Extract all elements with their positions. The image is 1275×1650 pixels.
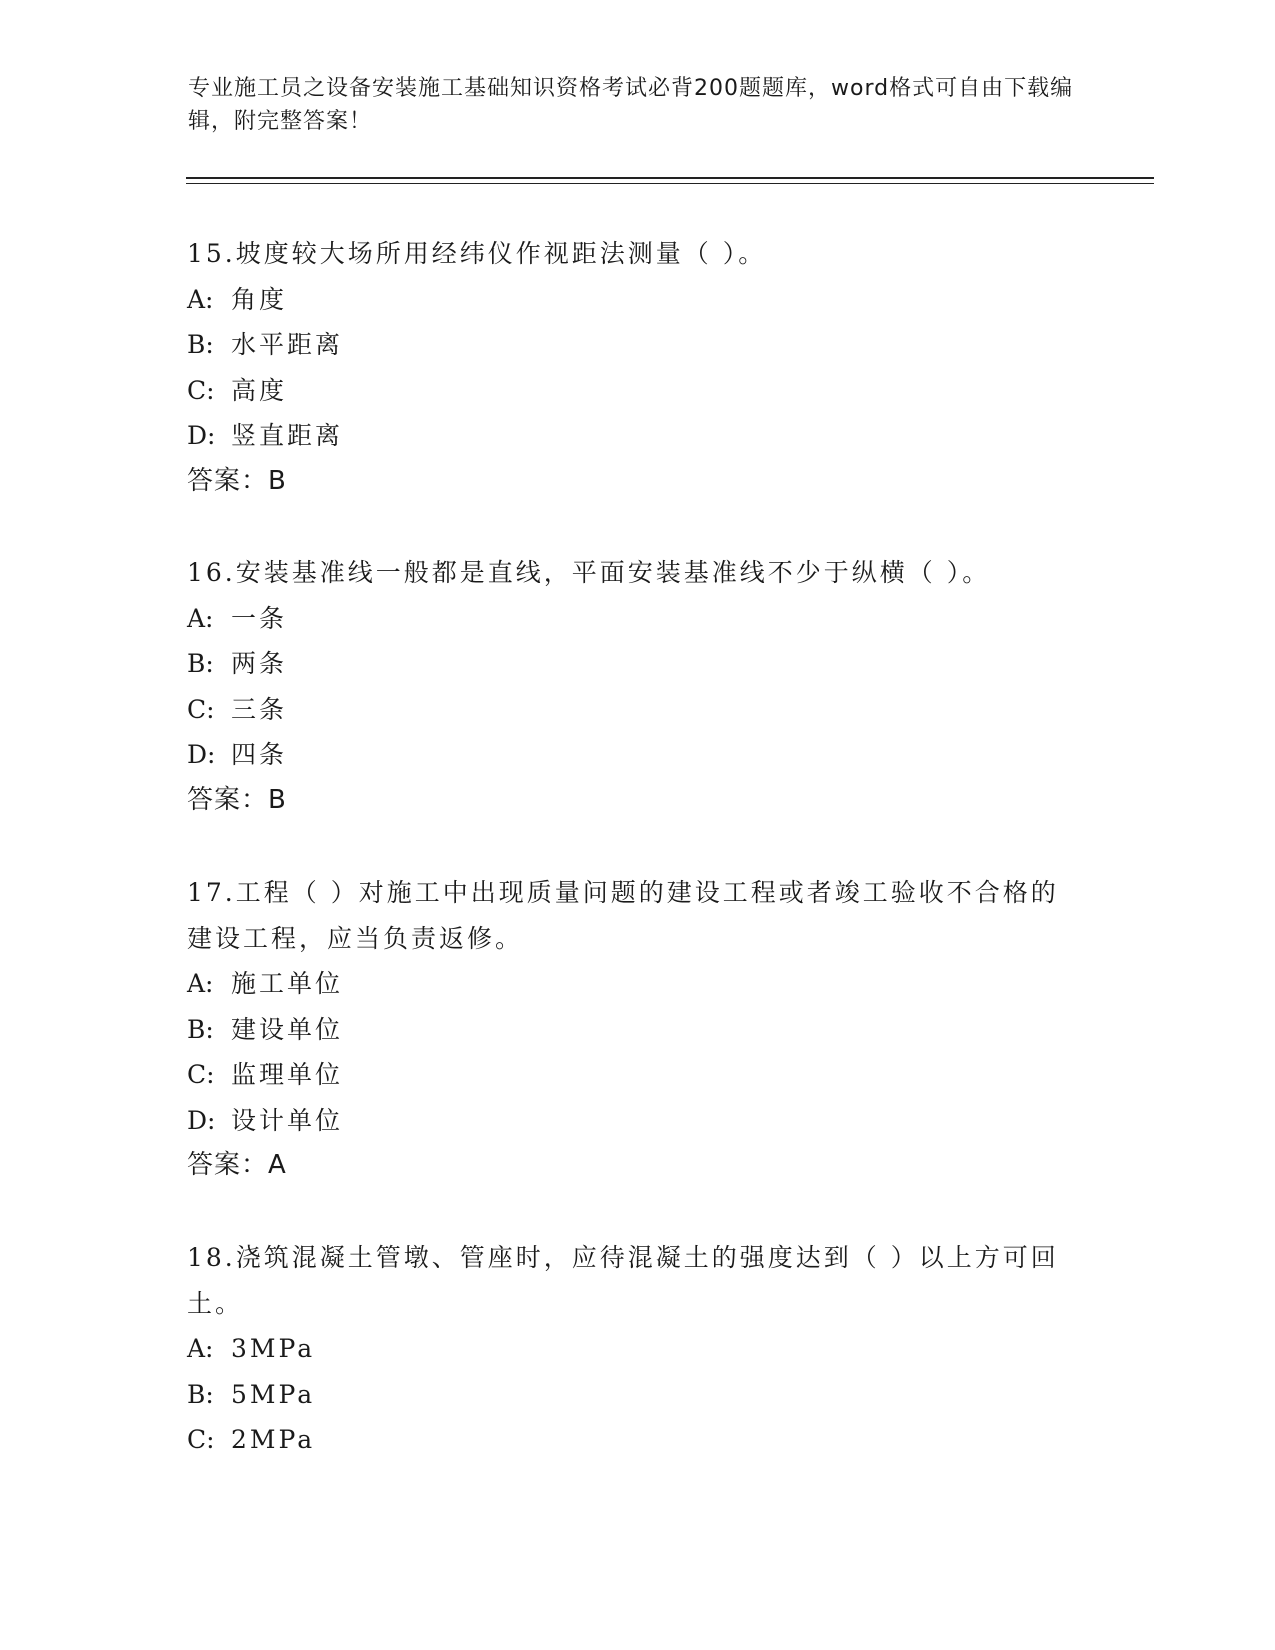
- question-18: [187, 1235, 1067, 1463]
- option-text: 高度: [231, 375, 288, 405]
- option-label: A:: [187, 284, 214, 314]
- option-b: [187, 641, 1067, 687]
- option-text: 3MPa: [231, 1334, 316, 1363]
- question-15: [187, 231, 1067, 504]
- option-a: [187, 1326, 1067, 1372]
- option-b: [187, 1372, 1067, 1418]
- option-a: [187, 961, 1067, 1007]
- option-label: A:: [187, 1334, 214, 1363]
- option-label: B:: [187, 330, 214, 359]
- option-text: 2MPa: [231, 1425, 316, 1454]
- option-d: [187, 413, 1067, 459]
- option-a: [187, 277, 1067, 323]
- option-d: [187, 1098, 1067, 1144]
- question-17: [187, 870, 1067, 1189]
- answer-line: [187, 1143, 1067, 1189]
- option-text: 水平距离: [231, 330, 344, 359]
- option-text: 角度: [231, 284, 288, 314]
- answer-prefix: 答案：: [187, 465, 269, 496]
- question-16: [187, 550, 1067, 823]
- header-divider-thick: [186, 177, 1154, 179]
- question-stem: 15.坡度较大场所用经纬仪作视距法测量（ ）。: [187, 239, 767, 268]
- option-text: 两条: [231, 649, 288, 678]
- option-label: B:: [187, 1379, 214, 1409]
- document-header: [188, 72, 1088, 138]
- header-title: 专业施工员之设备安装施工基础知识资格考试必背200题题库，word格式可自由下载编辑，附完整答案！: [188, 76, 1074, 134]
- option-text: 一条: [231, 603, 288, 633]
- option-text: 三条: [231, 694, 288, 724]
- option-d: [187, 732, 1067, 778]
- option-c: [187, 1417, 1067, 1463]
- header-divider-thin: [186, 183, 1154, 184]
- answer-value: B: [268, 784, 287, 815]
- option-label: D:: [187, 421, 216, 450]
- answer-value: A: [268, 1150, 287, 1180]
- option-b: [187, 322, 1067, 368]
- option-c: [187, 1052, 1067, 1098]
- option-a: [187, 596, 1067, 642]
- question-stem: 17.工程（ ）对施工中出现质量问题的建设工程或者竣工验收不合格的建设工程，应当负责返修。: [187, 878, 1059, 953]
- option-text: 监理单位: [231, 1060, 344, 1089]
- option-label: A:: [187, 603, 214, 633]
- option-label: C:: [187, 694, 215, 724]
- option-text: 建设单位: [231, 1014, 344, 1044]
- answer-line: [187, 778, 1067, 824]
- option-text: 四条: [231, 740, 288, 769]
- answer-line: [187, 459, 1067, 505]
- option-c: [187, 687, 1067, 733]
- answer-prefix: 答案：: [187, 1150, 269, 1180]
- option-b: [187, 1007, 1067, 1053]
- option-label: B:: [187, 1014, 214, 1044]
- option-label: D:: [187, 1105, 216, 1135]
- option-text: 竖直距离: [231, 421, 344, 450]
- option-label: C:: [187, 1425, 215, 1454]
- option-label: D:: [187, 740, 216, 769]
- option-label: A:: [187, 969, 214, 998]
- option-label: C:: [187, 375, 215, 405]
- question-stem: 18.浇筑混凝土管墩、管座时，应待混凝土的强度达到（ ）以上方可回土。: [187, 1243, 1059, 1318]
- option-label: C:: [187, 1060, 215, 1089]
- question-stem: 16.安装基准线一般都是直线，平面安装基准线不少于纵横（ ）。: [187, 558, 991, 587]
- answer-value: B: [268, 465, 287, 496]
- answer-prefix: 答案：: [187, 784, 269, 815]
- option-text: 5MPa: [231, 1379, 316, 1409]
- option-label: B:: [187, 649, 214, 678]
- option-text: 施工单位: [231, 969, 344, 998]
- option-c: [187, 368, 1067, 414]
- option-text: 设计单位: [231, 1105, 344, 1135]
